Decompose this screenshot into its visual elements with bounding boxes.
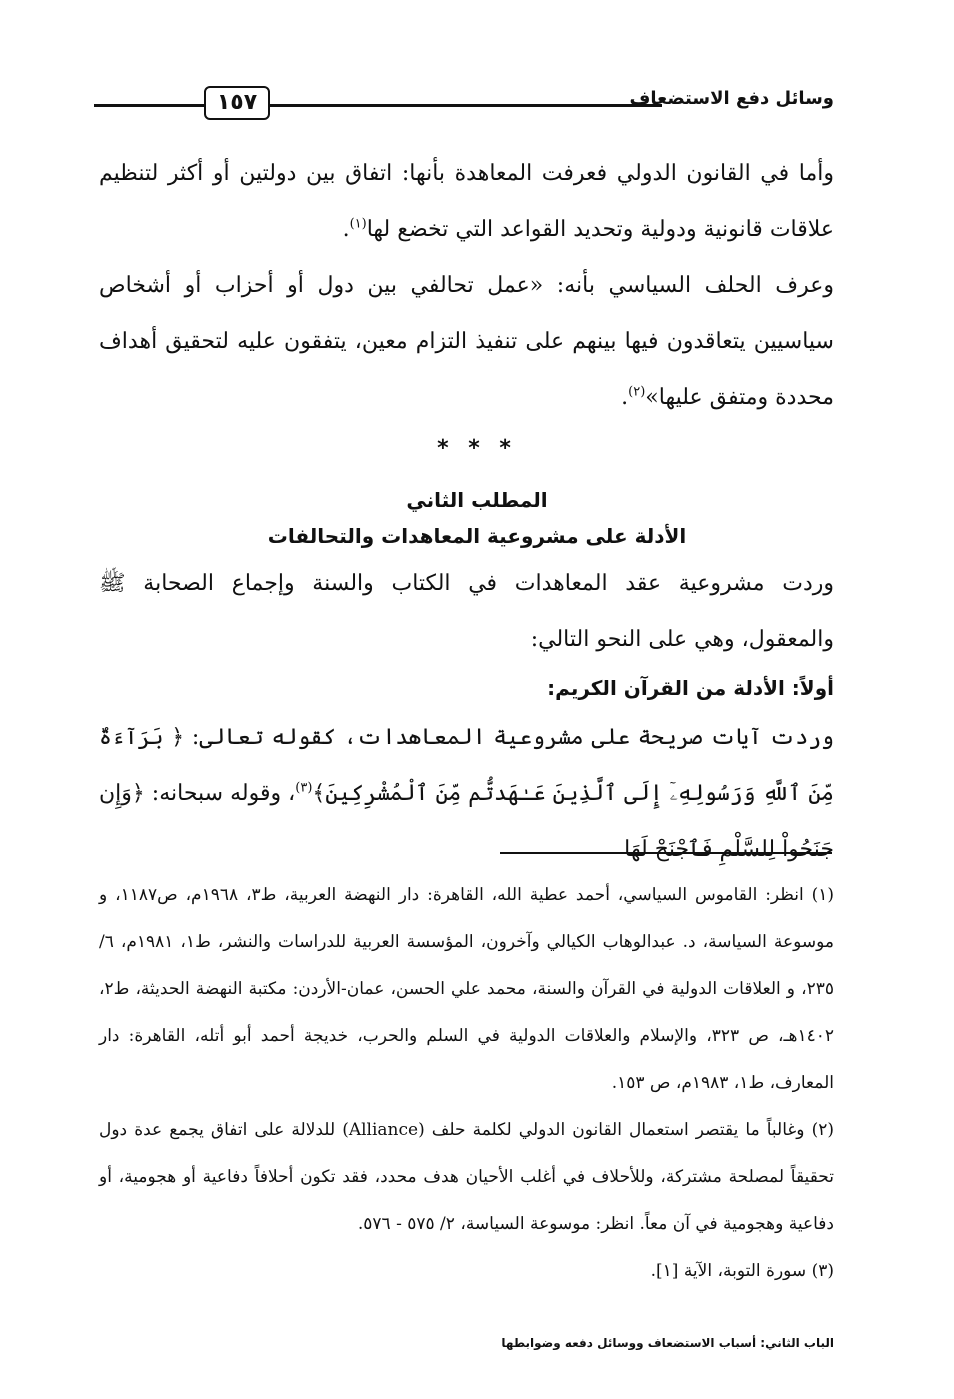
paragraph-end: . xyxy=(342,217,350,242)
paragraph-alliance-definition xyxy=(99,258,834,426)
footnote-2: (٢) وغالباً ما يقتصر استعمال القانون الدولي لكلمة حلف (Alliance) للدلالة على اتفاق يجمع عدة دول تحقيقاً لمصلحة مشتركة، وللأحلاف في أغلب الأحيان هدف محدد، فقد تكون أحلافاً دفاعية أو هجومية، أو دفاعية وهجومية في آن معاً. انظر: موسوعة السياسة، ٢/ ٥٧٥ - ٥٧٦. xyxy=(99,1120,834,1234)
paragraph-intro xyxy=(99,556,834,668)
footnotes xyxy=(99,872,834,1295)
paragraph-text: وردت آيات صريحة على مشروعية المعاهدات، كقوله تعالى: ﴿ بَرَآءَةٌ مِّنَ ٱللَّهِ وَرَسُولِهِۦٓ إِلَى ٱلَّذِينَ عَـٰهَدتُّم مِّنَ ٱلْمُشْرِكِينَ﴾ xyxy=(99,725,834,806)
paragraph-text-continued: ، وقوله سبحانه: ﴿وَإِن جَنَحُواْ لِلسَّلْمِ فَٱجْنَحْ لَهَا xyxy=(99,781,834,862)
paragraph-treaty-definition xyxy=(99,146,834,258)
header-rule-left xyxy=(94,104,204,107)
footnote-3: (٣) سورة التوبة، الآية [١]. xyxy=(650,1261,834,1281)
paragraph-text: وعرف الحلف السياسي بأنه: «عمل تحالفي بين دول أو أحزاب أو أشخاص سياسيين يتعاقدون فيها بينهم على تنفيذ التزام معين، يتفقون عليه لتحقيق أهداف محددة ومتفق عليها» xyxy=(99,273,834,410)
footnote-ref-1[interactable]: (١) xyxy=(349,216,367,232)
page-number: ١٥٧ xyxy=(204,86,270,120)
header-rule-right xyxy=(270,104,662,107)
section-label: المطلب الثاني xyxy=(406,488,548,512)
running-head: وسائل دفع الاستضعاف xyxy=(629,88,834,109)
section-title: الأدلة على مشروعية المعاهدات والتحالفات xyxy=(267,524,687,548)
footnote-1: (١) انظر: القاموس السياسي، أحمد عطية الله، القاهرة: دار النهضة العربية، ط٣، ١٩٦٨م، ص١١٨٧، و موسوعة السياسة، د. عبدالوهاب الكيالي وآخرون، المؤسسة العربية للدراسات والنشر، ط١، ١٩٨١م، ٦/ ٢٣٥، و العلاقات الدولية في القرآن والسنة، محمد علي الحسن، عمان-الأردن: مكتبة النهضة الحديثة، ط٢، ١٤٠٢هـ، ص ٣٢٣، والإسلام والعلاقات الدولية في السلم والحرب، خديجة أحمد أبو أتله، القاهرة: دار المعارف، ط١، ١٩٨٣م، ص ١٥٣. xyxy=(99,885,835,1093)
subheading-quran: أولاً: الأدلة من القرآن الكريم: xyxy=(547,676,834,700)
footnote-ref-2[interactable]: (٢) xyxy=(628,384,646,400)
paragraph-text: وأما في القانون الدولي فعرفت المعاهدة بأنها: اتفاق بين دولتين أو أكثر لتنظيم علاقات قانونية ودولية وتحديد القواعد التي تخضع لها xyxy=(99,161,834,242)
paragraph-end: . xyxy=(621,385,629,410)
footer-chapter-title: الباب الثاني: أسباب الاستضعاف ووسائل دفعه وضوابطها xyxy=(501,1336,834,1350)
paragraph-text: وردت مشروعية عقد المعاهدات في الكتاب والسنة وإجماع الصحابة ﷺ والمعقول، وهي على النحو التالي: xyxy=(99,571,834,652)
footnote-rule xyxy=(500,852,832,854)
section-separator: * * * xyxy=(437,436,517,461)
footnote-ref-3[interactable]: (٣) xyxy=(295,780,313,796)
